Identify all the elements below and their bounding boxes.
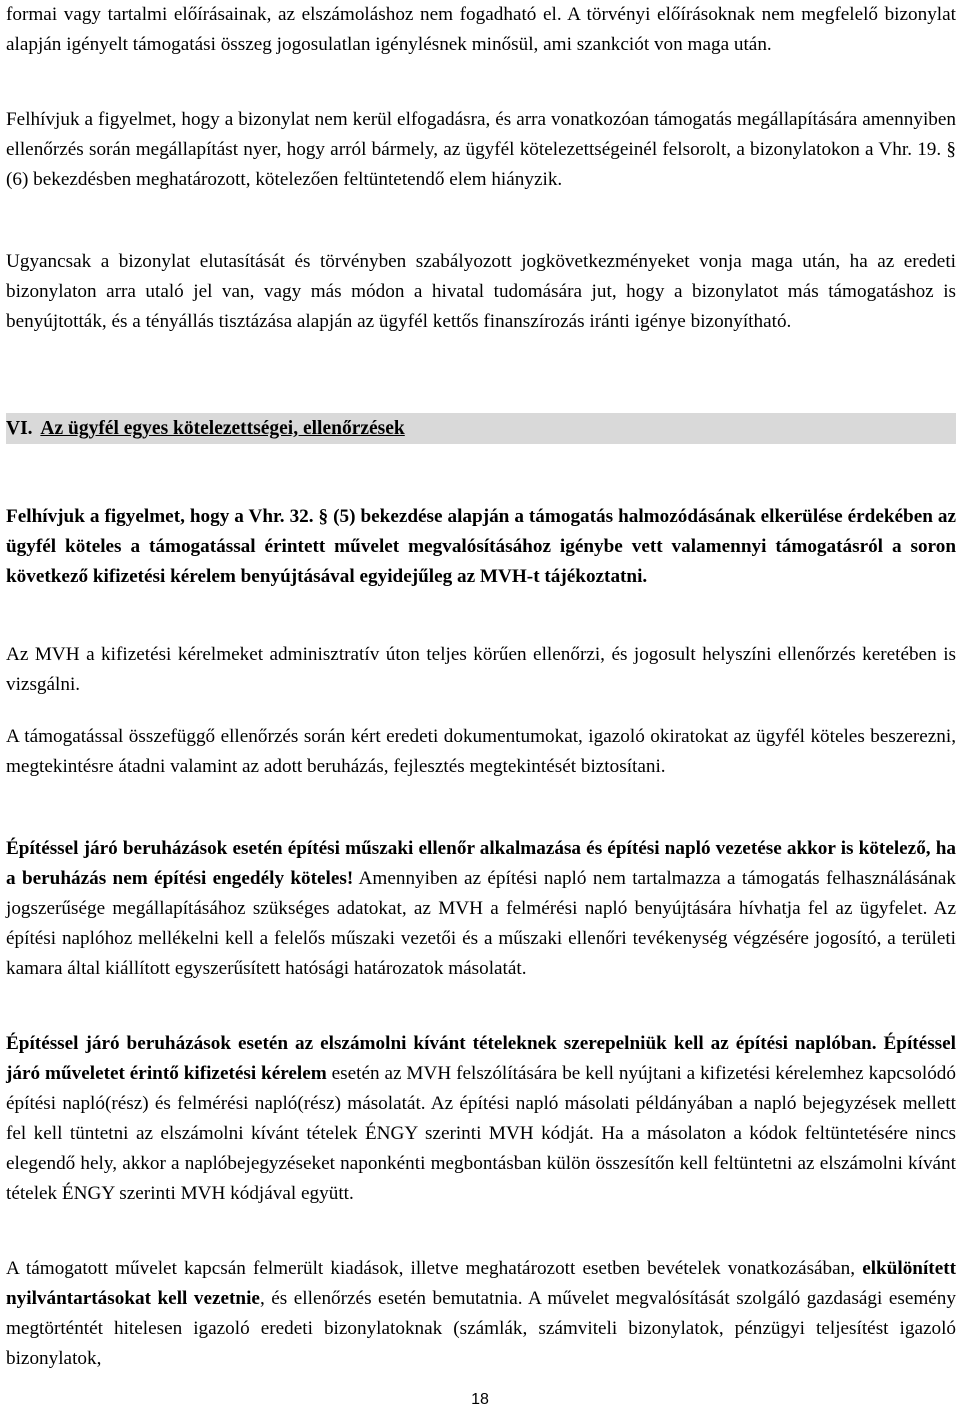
page-number: 18: [471, 1391, 489, 1408]
paragraph-warning: Felhívjuk a figyelmet, hogy a bizonylat nem kerül elfogadásra, és arra vonatkozóan támogatás megállapítására amennyiben ellenőrzés során megállapítást nyer, hogy arról bármely, az ügyfél kötelezettségeinél felsorolt, a bizonylatokon a Vhr. 19. § (6) bekezdésben meghatározott, kötelezően feltüntetendő elem hiányzik.: [6, 109, 956, 190]
construction-log-bold: Építéssel járó beruházások esetén építési műszaki ellenőr alkalmazása és építési napló vezetése akkor is kötelező, ha a beruházás nem építési engedély köteles!: [6, 838, 956, 889]
log-items-bold-1: Építéssel járó beruházások esetén az elszámolni kívánt tételeknek szerepelniük kell az építési naplóban.: [6, 1033, 877, 1054]
log-items-bold-2: Építéssel járó műveletet érintő kifizetési kérelem: [6, 1033, 956, 1084]
construction-log-rest: Amennyiben az építési napló nem tartalmazza a támogatás felhasználásának jogszerűsége megállapításához szükséges adatokat, az MVH a felmérési napló benyújtására hívhatja fel az ügyfelet. Az építési naplóhoz mellékelni kell a felelős műszaki vezetői és a műszaki ellenőri tevékenység végzésére jogosító, a területi kamara által kiállított egyszerűsített hatósági határozatok másolatát.: [6, 868, 956, 979]
section-title: Az ügyfél egyes kötelezettségei, ellenőrzések: [40, 418, 405, 439]
records-text-b: , és ellenőrzés esetén bemutatnia. A művelet megvalósítását szolgáló gazdasági esemény megtörténtét hitelesen igazoló eredeti bizonylatoknak (számlák, számviteli bizonylatok, pénzügyi teljesítést igazoló bizonylatok,: [6, 1288, 956, 1369]
paragraph-construction-log: [6, 834, 956, 984]
paragraph-log-items: [6, 1029, 956, 1209]
paragraph-notice-bold: [6, 502, 956, 592]
section-number: VI.: [6, 418, 33, 439]
records-text-a: A támogatott művelet kapcsán felmerült kiadások, illetve meghatározott esetben bevételek vonatkozásában,: [6, 1258, 863, 1279]
paragraph-rejection: Ugyancsak a bizonylat elutasítását és törvényben szabályozott jogkövetkezményeket vonja maga után, ha az eredeti bizonylaton arra utaló jel van, vagy más módon a hivatal tudomására jut, hogy a bizonylatot más támogatáshoz is benyújtották, és a tényállás tisztázása alapján az ügyfél kettős finanszírozás iránti igénye bizonyítható.: [6, 251, 956, 332]
records-text-bold: elkülönített nyilvántartásokat kell vezetnie: [6, 1258, 956, 1309]
paragraph-intro: formai vagy tartalmi előírásainak, az elszámoláshoz nem fogadható el. A törvényi előírásoknak nem megfelelő bizonylat alapján igényelt támogatási összeg jogosulatlan igénylésnek minősül, ami szankciót von maga után.: [6, 4, 956, 55]
section-heading: [6, 413, 956, 444]
paragraph-mvh-check: Az MVH a kifizetési kérelmeket adminisztratív úton teljes körűen ellenőrzi, és jogosult helyszíni ellenőrzés keretében is vizsgálni.: [6, 644, 956, 695]
log-items-rest: esetén az MVH felszólítására be kell nyújtani a kifizetési kérelemhez kapcsolódó építési napló(rész) és felmérési napló(rész) másolatát. Az építési napló másolati példányában a napló bejegyzések mellett fel kell tüntetni az elszámolni kívánt tételek ÉNGY szerinti MVH kódját. Ha a másolaton a kódok feltüntetésére nincs elegendő hely, akkor a naplóbejegyzéseket naponkénti megbontásban külön összesítőn kell feltüntetni az elszámolni kívánt tételek ÉNGY szerinti MVH kódjával együtt.: [6, 1063, 956, 1204]
paragraph-records: [6, 1254, 956, 1374]
notice-text: Felhívjuk a figyelmet, hogy a Vhr. 32. § (5) bekezdése alapján a támogatás halmozódásának elkerülése érdekében az ügyfél köteles a támogatással érintett művelet megvalósításához igénybe vett valamennyi támogatásról a soron következő kifizetési kérelem benyújtásával egyidejűleg az MVH-t tájékoztatni.: [6, 506, 956, 587]
paragraph-documents: A támogatással összefüggő ellenőrzés során kért eredeti dokumentumokat, igazoló okiratokat az ügyfél köteles beszerezni, megtekintésre átadni valamint az adott beruházás, fejlesztés megtekintését biztosítani.: [6, 726, 956, 777]
